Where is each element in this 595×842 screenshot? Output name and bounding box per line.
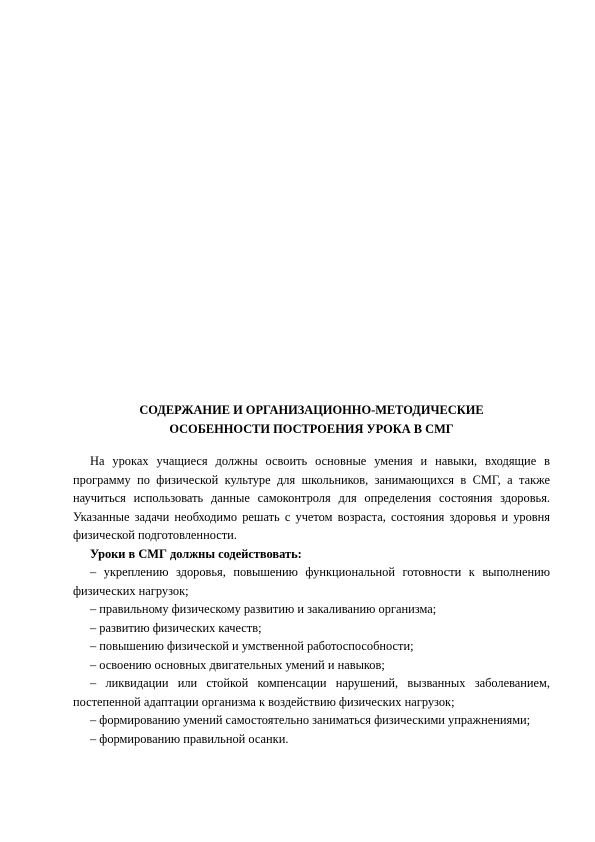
document-body	[73, 401, 550, 748]
list-item: – повышению физической и умственной работоспособности;	[90, 639, 414, 653]
list-item: – формированию умений самостоятельно заниматься физическими упражнениями;	[90, 713, 531, 727]
list-item: – развитию физических качеств;	[90, 620, 262, 635]
title-line-2: ОСОБЕННОСТИ ПОСТРОЕНИЯ УРОКА В СМГ	[169, 421, 454, 436]
list-item: – освоению основных двигательных умений и навыков;	[90, 657, 385, 672]
intro-paragraph: На уроках учащиеся должны освоить основные умения и навыки, входящие в программу по физической культуре для школьников, занимающихся в СМГ, а также научиться использовать данные самоконтроля для определения состояния здоровья. Указанные задачи необходимо решать с учетом возраста, состояния здоровья и уровня физической подготовленности.	[73, 454, 550, 542]
list-item: – укреплению здоровья, повышению функциональной готовности к выполнению физических нагрузок;	[73, 565, 550, 598]
title-line-1: СОДЕРЖАНИЕ И ОРГАНИЗАЦИОННО-МЕТОДИЧЕСКИЕ	[139, 403, 484, 417]
list-item: – правильному физическому развитию и закаливанию организма;	[90, 602, 437, 616]
list-lead-text: Уроки в СМГ должны содействовать:	[90, 546, 302, 561]
list-item: – ликвидации или стойкой компенсации нарушений, вызванных заболеванием, постепенной адаптации организма к воздействию физических нагрузок;	[73, 676, 550, 709]
document-title	[73, 401, 550, 438]
list-item: – формированию правильной осанки.	[90, 731, 289, 746]
goals-list	[73, 563, 550, 748]
